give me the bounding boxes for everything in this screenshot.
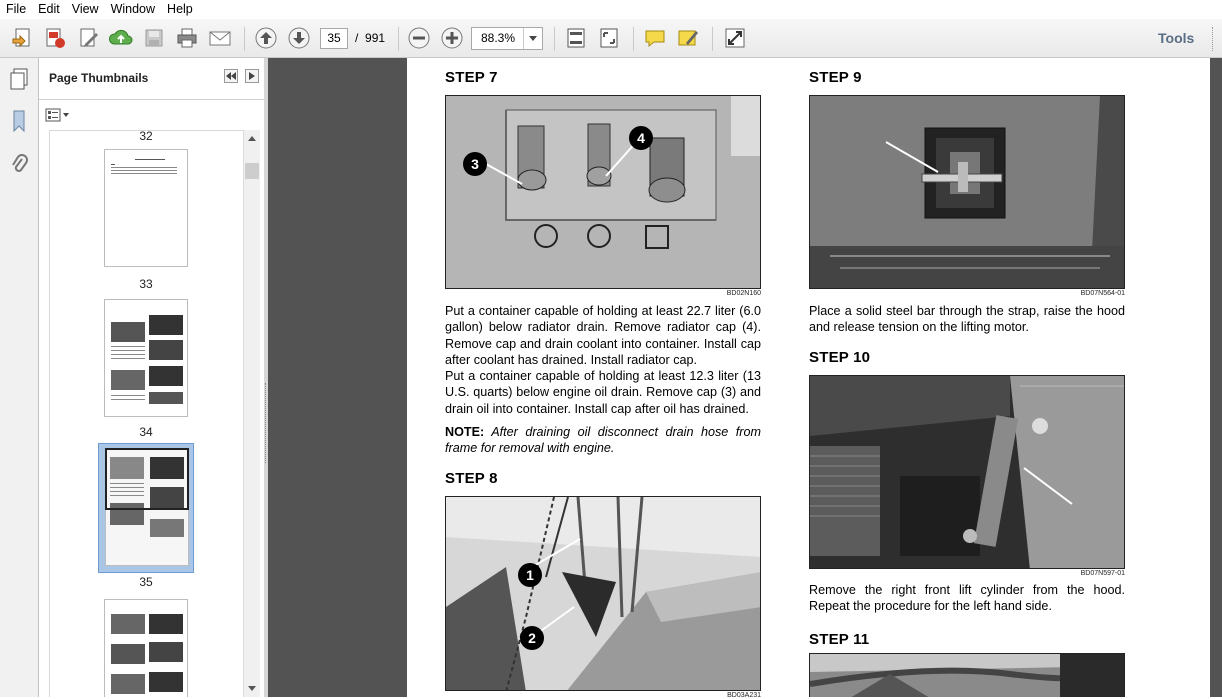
- fit-page-icon[interactable]: [564, 26, 588, 50]
- bookmarks-icon[interactable]: [7, 108, 31, 134]
- step-11-photo: [809, 653, 1125, 697]
- visible-area-indicator[interactable]: [105, 448, 189, 510]
- step-7-heading: STEP 7: [445, 69, 498, 86]
- callout-2: 2: [520, 626, 544, 650]
- menu-view[interactable]: View: [71, 2, 99, 16]
- thumbnails-header: [39, 58, 264, 100]
- step-9-photo: [809, 95, 1125, 289]
- collapse-panel-icon[interactable]: [224, 69, 238, 83]
- zoom-in-icon[interactable]: [440, 26, 464, 50]
- comment-icon[interactable]: [643, 26, 667, 50]
- step-11-heading: STEP 11: [809, 631, 870, 648]
- document-scrollbar[interactable]: [1210, 58, 1222, 697]
- page-thumbnails-icon[interactable]: [7, 66, 31, 92]
- toolbar-grip[interactable]: [1212, 27, 1217, 51]
- note-text: After draining oil disconnect drain hose from frame for removal with engine.: [445, 425, 761, 456]
- thumbnail-page[interactable]: [104, 299, 188, 417]
- step-7-photo: [445, 95, 761, 289]
- step-9-paragraph: Place a solid steel bar through the strap, raise the hood and release tension on the lifting motor.: [809, 304, 1125, 335]
- page-total-value: 991: [365, 31, 386, 45]
- navigation-rail: [0, 58, 39, 697]
- attachments-icon[interactable]: [7, 152, 31, 178]
- scrollbar-thumb[interactable]: [245, 163, 259, 179]
- toolbar: [0, 19, 1222, 58]
- thumbnail-list: [49, 130, 259, 697]
- step-10-paragraph: Remove the right front lift cylinder from the hood. Repeat the procedure for the left hand side.: [809, 583, 1125, 614]
- thumbnail-page[interactable]: [104, 599, 188, 697]
- step-7-paragraph-2: Put a container capable of holding at least 12.3 liter (13 U.S. quarts) below engine oil drain. Remove cap (3) and drain oil into container. Install cap after oil has drained.: [445, 369, 761, 416]
- menu-file[interactable]: File: [6, 2, 27, 16]
- chevron-down-icon[interactable]: [523, 28, 542, 49]
- zoom-out-icon[interactable]: [407, 26, 431, 50]
- tools-link[interactable]: Tools: [1158, 30, 1195, 46]
- page-separator: /: [355, 31, 359, 45]
- upload-cloud-icon[interactable]: [109, 26, 133, 50]
- figure-code: BD07N597-01: [1080, 570, 1125, 577]
- thumbnail-options-icon[interactable]: [45, 107, 73, 123]
- menu-help[interactable]: Help: [167, 2, 193, 16]
- thumbnail-label: 35: [139, 575, 153, 589]
- step-10-heading: STEP 10: [809, 349, 871, 366]
- thumbnail-label: 33: [139, 277, 153, 291]
- thumbnail-selection[interactable]: [98, 443, 194, 573]
- callout-3: 3: [463, 152, 487, 176]
- scroll-down-icon[interactable]: [244, 680, 260, 696]
- figure-code: BD03A231: [727, 692, 761, 699]
- menu-bar: [0, 0, 1222, 19]
- scroll-up-icon[interactable]: [244, 130, 260, 146]
- full-screen-icon[interactable]: [597, 26, 621, 50]
- expand-panel-icon[interactable]: [245, 69, 259, 83]
- figure-code: BD07N564-01: [1080, 290, 1125, 297]
- read-mode-icon[interactable]: [723, 26, 747, 50]
- document-page: [407, 58, 1210, 697]
- step-9-heading: STEP 9: [809, 69, 862, 86]
- thumbnail-page[interactable]: [104, 149, 188, 267]
- save-icon[interactable]: [142, 26, 166, 50]
- create-pdf-icon[interactable]: [10, 26, 34, 50]
- thumbnail-label: 32: [139, 130, 153, 143]
- zoom-value: 88.3%: [480, 31, 516, 45]
- step-8-photo: [445, 496, 761, 691]
- next-page-icon[interactable]: [287, 26, 311, 50]
- print-icon[interactable]: [175, 26, 199, 50]
- menu-window[interactable]: Window: [110, 2, 156, 16]
- note-label: NOTE:: [445, 425, 485, 439]
- menu-edit[interactable]: Edit: [38, 2, 60, 16]
- previous-page-icon[interactable]: [254, 26, 278, 50]
- page-number-input[interactable]: 35: [320, 28, 348, 49]
- step-8-heading: STEP 8: [445, 470, 498, 487]
- edit-icon[interactable]: [77, 26, 101, 50]
- callout-1: 1: [518, 563, 542, 587]
- note: [445, 424, 761, 457]
- figure-code: BD02N160: [726, 290, 761, 297]
- page-total: [355, 28, 385, 49]
- thumbnails-panel: [39, 58, 264, 697]
- zoom-select[interactable]: [471, 27, 543, 50]
- step-10-photo: [809, 375, 1125, 569]
- highlight-icon[interactable]: [676, 26, 700, 50]
- step-7-paragraph-1: Put a container capable of holding at least 22.7 liter (6.0 gallon) below radiator drain. Remove radiator cap (4). Remove cap and drain coolant into container. Install cap after coolant has drained. Install radiator cap.: [445, 304, 761, 367]
- thumbnails-scrollbar[interactable]: [243, 130, 260, 697]
- export-pdf-icon[interactable]: [43, 26, 67, 50]
- email-icon[interactable]: [208, 26, 232, 50]
- callout-4: 4: [629, 126, 653, 150]
- thumbnail-label: 34: [139, 425, 153, 439]
- thumbnails-title: Page Thumbnails: [49, 71, 149, 85]
